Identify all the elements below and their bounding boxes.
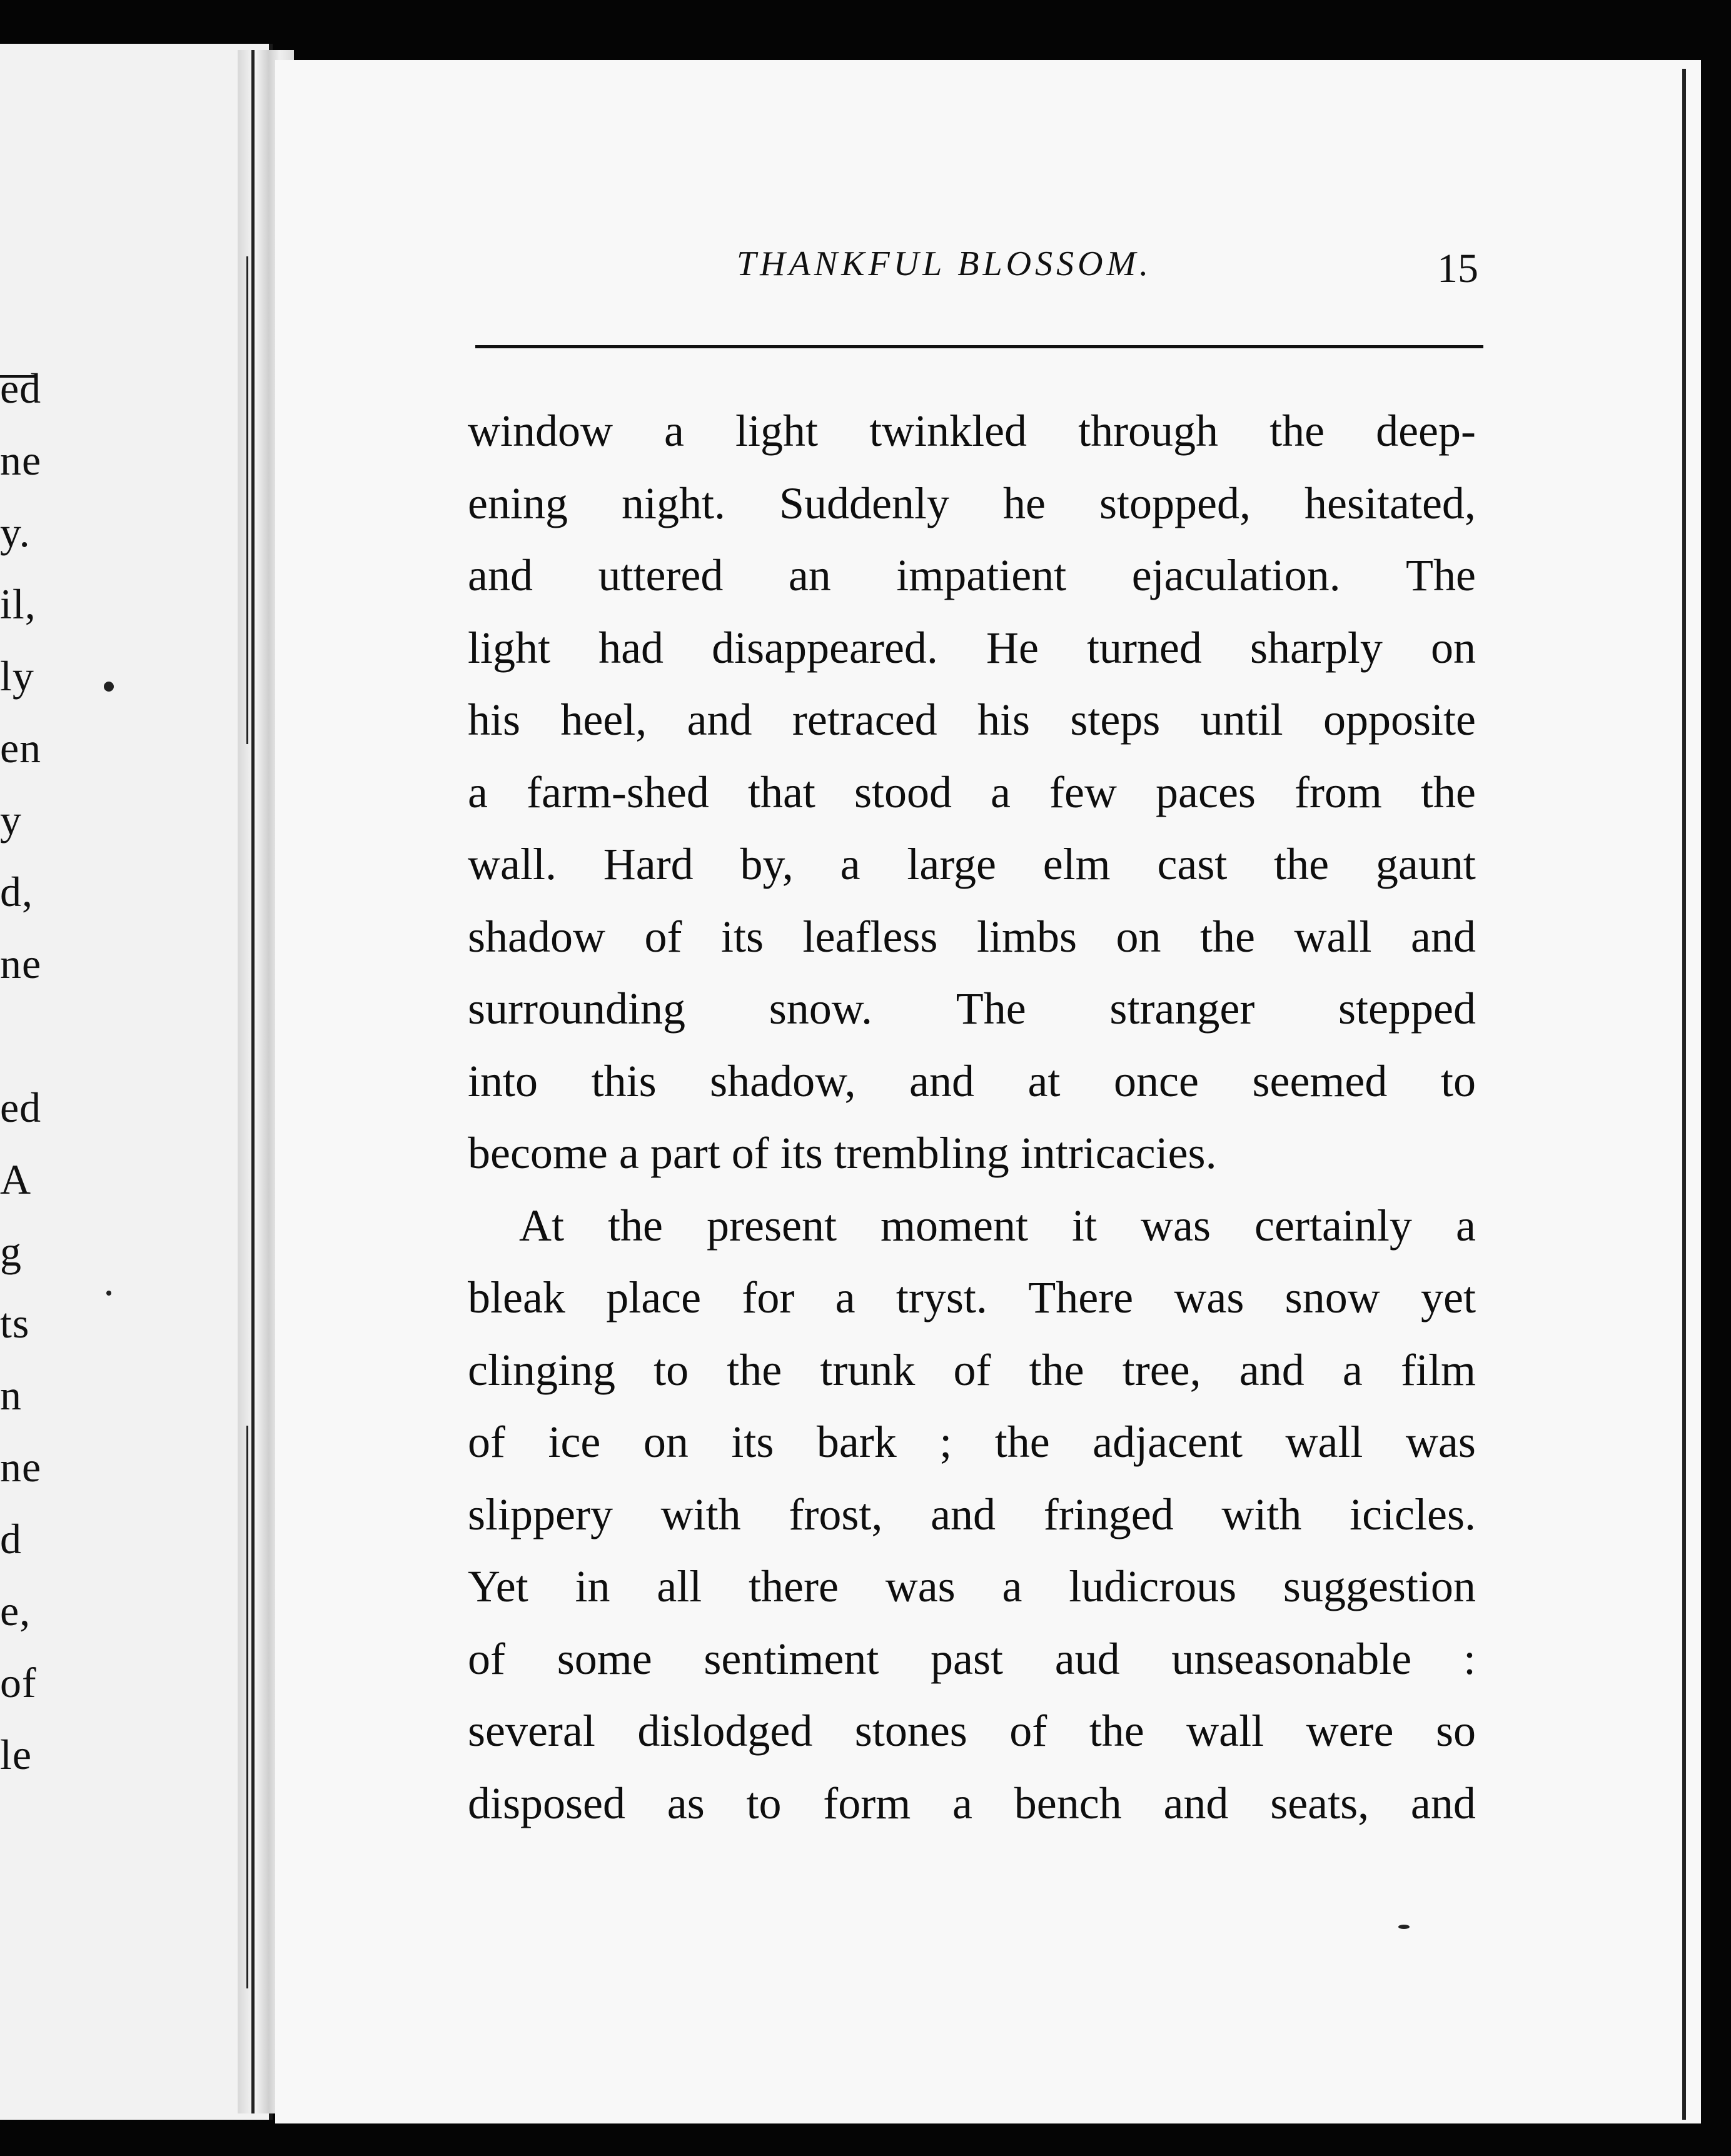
left-page — [0, 44, 273, 2120]
left-page-line-fragment: A — [0, 1156, 32, 1203]
text-line: shadow of its leafless limbs on the wall and — [468, 911, 1476, 962]
left-page-line-fragment: il, — [0, 580, 36, 628]
text-line: wall. Hard by, a large elm cast the gaunt — [468, 839, 1476, 889]
left-page-line-fragment: y. — [0, 508, 31, 556]
left-page-line-fragment: en — [0, 724, 42, 772]
text-line: a farm-shed that stood a few paces from the — [468, 767, 1476, 817]
text-line: of some sentiment past aud unseasonable : — [468, 1633, 1476, 1684]
header-rule — [475, 345, 1483, 348]
text-line: clinging to the trunk of the tree, and a film — [468, 1344, 1476, 1395]
text-line: into this shadow, and at once seemed to — [468, 1055, 1476, 1106]
left-page-line-fragment: y — [0, 796, 22, 844]
print-speck — [106, 1291, 111, 1296]
page-number: 15 — [1437, 246, 1478, 291]
binding-line — [251, 50, 255, 2113]
left-page-line-fragment: e, — [0, 1587, 31, 1635]
left-page-line-fragment: d — [0, 1515, 22, 1563]
left-page-line-fragment: ne — [0, 940, 42, 987]
print-speck — [104, 682, 114, 692]
text-line: several dislodged stones of the wall were so — [468, 1706, 1476, 1756]
left-page-line-fragment: d, — [0, 868, 33, 915]
left-page-line-fragment: g — [0, 1227, 22, 1275]
text-line: Yet in all there was a ludicrous suggestion — [468, 1561, 1476, 1611]
right-page-edge — [1682, 69, 1686, 2120]
text-line: and uttered an impatient ejaculation. The — [468, 550, 1476, 600]
page-body-text — [468, 395, 1476, 1840]
left-page-line-fragment: n — [0, 1371, 22, 1419]
text-line: window a light twinkled through the deep- — [468, 406, 1476, 456]
text-line: light had disappeared. He turned sharply on — [468, 622, 1476, 673]
text-line: his heel, and retraced his steps until opposite — [468, 695, 1476, 745]
text-line: bleak place for a tryst. There was snow yet — [468, 1272, 1476, 1322]
text-line: of ice on its bark ; the adjacent wall was — [468, 1417, 1476, 1467]
left-page-line-fragment: ts — [0, 1299, 30, 1347]
left-page-line-fragment: ed — [0, 1084, 42, 1131]
left-page-line-fragment: le — [0, 1731, 33, 1778]
text-line: slippery with frost, and fringed with icicles. — [468, 1489, 1476, 1539]
left-page-line-fragment: ed — [0, 365, 42, 412]
left-page-line-fragment: ne — [0, 436, 42, 484]
text-line: ening night. Suddenly he stopped, hesitated, — [468, 478, 1476, 528]
left-page-line-fragment: of — [0, 1659, 37, 1706]
left-page-line-fragment: ne — [0, 1443, 42, 1491]
text-line: disposed as to form a bench and seats, and — [468, 1778, 1476, 1828]
print-speck — [1398, 1925, 1410, 1929]
binding-stitch-top — [246, 256, 248, 744]
text-line: At the present moment it was certainly a — [519, 1200, 1476, 1251]
binding-stitch-bottom — [246, 1426, 248, 1988]
text-line: surrounding snow. The stranger stepped — [468, 984, 1476, 1034]
text-line: become a part of its trembling intricacies. — [468, 1128, 1217, 1178]
left-page-line-fragment: ly — [0, 652, 34, 700]
running-header-title: THANKFUL BLOSSOM. — [737, 244, 1153, 283]
